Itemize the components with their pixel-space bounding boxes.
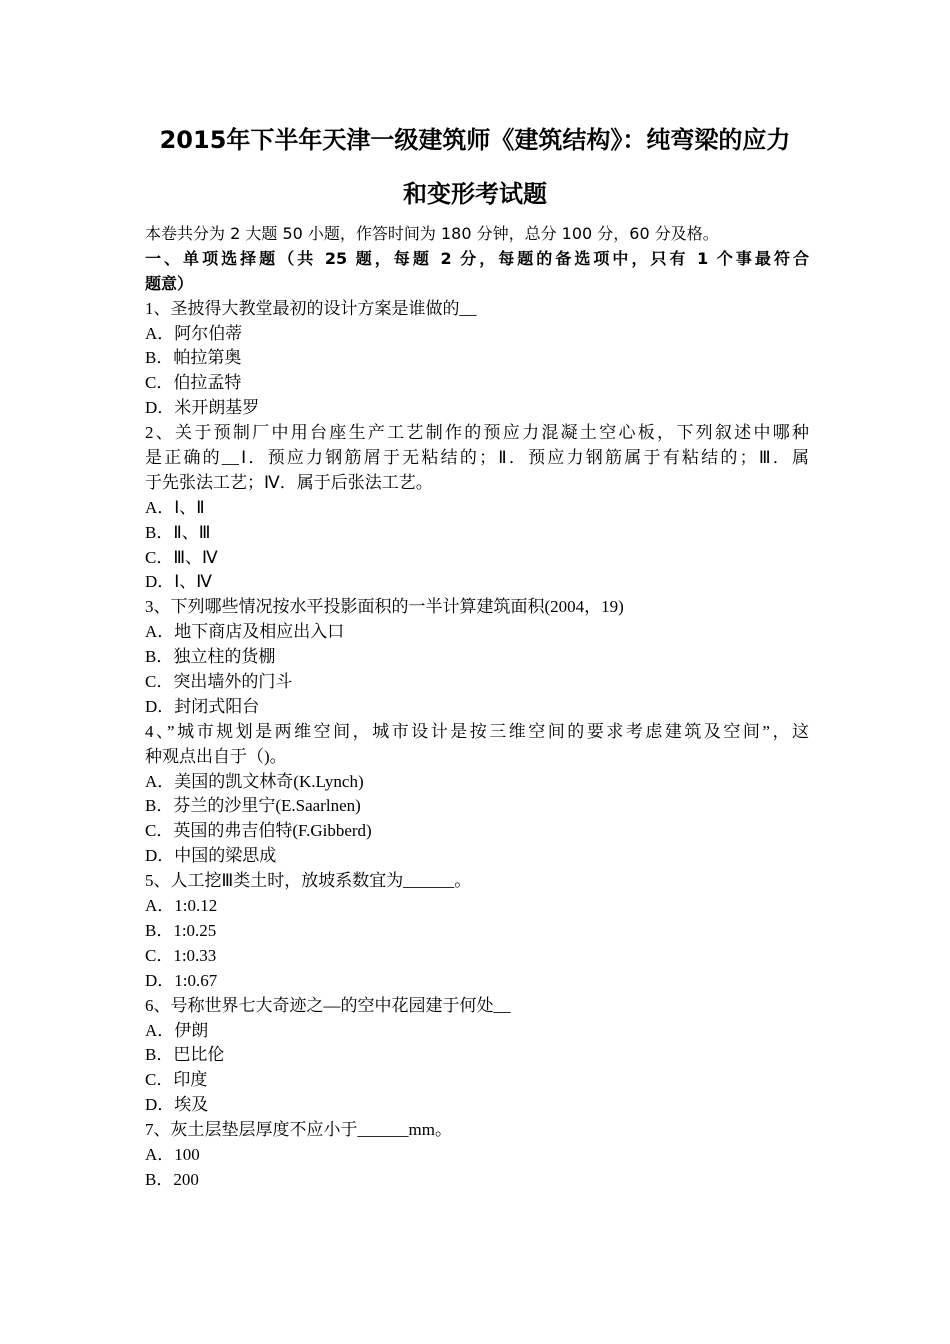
answer-option: A．阿尔伯蒂 xyxy=(145,323,243,343)
answer-option: D．埃及 xyxy=(145,1095,209,1115)
question-item xyxy=(145,297,809,421)
answer-option: A．Ⅰ、Ⅱ xyxy=(145,497,205,517)
answer-option: C．Ⅲ、Ⅳ xyxy=(145,547,218,567)
question-stem-line: 2、关于预制厂中用台座生产工艺制作的预应力混凝土空心板，下列叙述中哪种 xyxy=(145,423,809,443)
question-list xyxy=(145,297,809,1193)
answer-option: B．200 xyxy=(145,1169,199,1189)
answer-option: D．封闭式阳台 xyxy=(145,696,260,716)
section-heading-line-2: 题意） xyxy=(145,273,194,293)
answer-option: B．芬兰的沙里宁(E.Saarlnen) xyxy=(145,796,361,816)
question-stem-line: 7、灰土层垫层厚度不应小于______mm。 xyxy=(145,1120,452,1140)
question-item xyxy=(145,869,809,993)
answer-option: C．突出墙外的门斗 xyxy=(145,672,293,692)
answer-option: C．1:0.33 xyxy=(145,945,217,965)
question-item xyxy=(145,994,809,1118)
question-stem-line: 4、”城市规划是两维空间，城市设计是按三维空间的要求考虑建筑及空间”，这 xyxy=(145,721,809,741)
answer-option: A．地下商店及相应出入口 xyxy=(145,622,345,642)
question-stem-line: 于先张法工艺；Ⅳ．属于后张法工艺。 xyxy=(145,472,433,492)
question-stem-line: 是正确的__Ⅰ．预应力钢筋屑于无粘结的；Ⅱ．预应力钢筋属于有粘结的；Ⅲ．属 xyxy=(145,448,809,468)
answer-option: D．中国的梁思成 xyxy=(145,846,277,866)
answer-option: D．Ⅰ、Ⅳ xyxy=(145,572,212,592)
document-body xyxy=(145,222,809,1193)
answer-option: B．帕拉第奥 xyxy=(145,348,242,368)
answer-option: A．100 xyxy=(145,1144,200,1164)
question-stem-line: 3、下列哪些情况按水平投影面积的一半计算建筑面积(2004，19) xyxy=(145,597,624,617)
question-stem-line: 6、号称世界七大奇迹之—的空中花园建于何处__ xyxy=(145,995,511,1015)
question-item xyxy=(145,421,809,595)
answer-option: B．独立柱的货棚 xyxy=(145,647,276,667)
question-item xyxy=(145,1118,809,1193)
section-heading-line-1: 一、单项选择题（共 25 题，每题 2 分，每题的备选项中，只有 1 个事最符合 xyxy=(145,248,809,268)
question-stem-line: 种观点出自于（)。 xyxy=(145,746,287,766)
exam-intro: 本卷共分为 2 大题 50 小题，作答时间为 180 分钟，总分 100 分，60 分及格。 xyxy=(145,224,719,243)
question-item xyxy=(145,595,809,719)
answer-option: C．印度 xyxy=(145,1070,208,1090)
answer-option: C．英国的弗吉伯特(F.Gibberd) xyxy=(145,821,372,841)
answer-option: D．米开朗基罗 xyxy=(145,398,260,418)
answer-option: B．1:0.25 xyxy=(145,920,217,940)
document-title-line-1: 2015年下半年天津一级建筑师《建筑结构》：纯弯梁的应力 xyxy=(159,126,791,154)
answer-option: A．1:0.12 xyxy=(145,896,218,916)
answer-option: C．伯拉孟特 xyxy=(145,373,242,393)
answer-option: A．美国的凯文林奇(K.Lynch) xyxy=(145,771,364,791)
document-title-line-2: 和变形考试题 xyxy=(403,180,547,208)
answer-option: B．巴比伦 xyxy=(145,1045,225,1065)
answer-option: A．伊朗 xyxy=(145,1020,209,1040)
answer-option: B．Ⅱ、Ⅲ xyxy=(145,522,211,542)
question-item xyxy=(145,720,809,869)
question-stem-line: 1、圣披得大教堂最初的设计方案是谁做的__ xyxy=(145,298,477,318)
answer-option: D．1:0.67 xyxy=(145,970,218,990)
question-stem-line: 5、人工挖Ⅲ类土时，放坡系数宜为______。 xyxy=(145,871,472,891)
